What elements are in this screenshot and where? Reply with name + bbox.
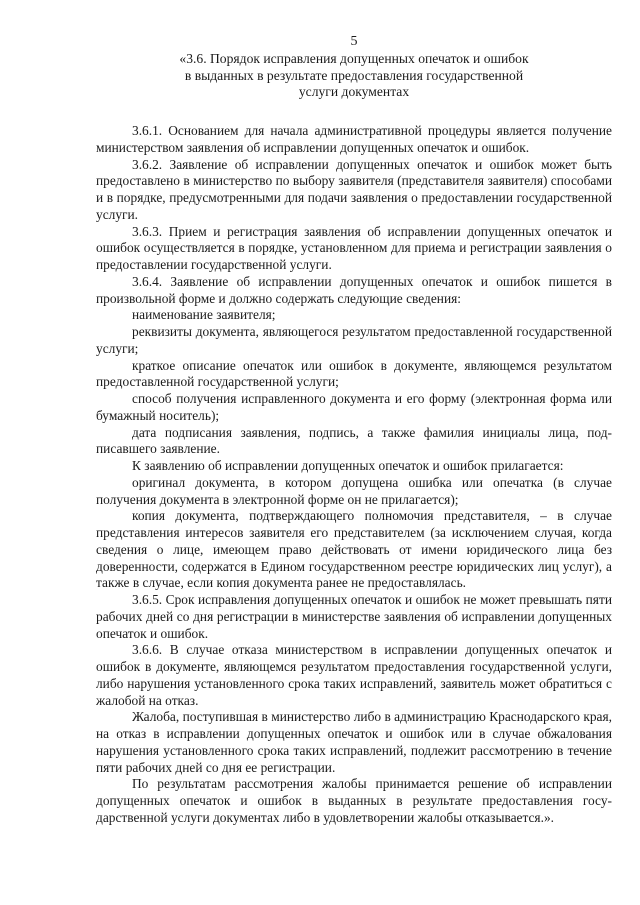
heading-line: «3.6. Порядок исправления допущенных опечаток и ошибок — [179, 51, 529, 66]
list-item: копия документа, подтверждающего полномочия представителя, – в случае представления интересов заявителя его представителем (за исключением случая, когда сведения о лице, имеющем право действовать от имени юридического лица без доверенности, содержатся в Едином государственном реестре юридических лиц услуг), а также в случае, если копия документа ранее не предоставлялась. — [96, 508, 612, 591]
paragraph-3-6-3: 3.6.3. Прием и регистрация заявления об исправлении допущенных опечаток и ошибок осуществляется в порядке, установленном для приема и регистрации заявления о предоставлении государственной услуги. — [96, 223, 612, 273]
list-item: наименование заявителя; — [132, 307, 276, 323]
decision-paragraph: По результатам рассмотрения жалобы принимается решение об исправлении допущенных опечаток и ошибок в выданных в результате предоставления государственной услуги документах либо в удовлетворении жалобы отказывается.». — [96, 776, 612, 825]
paragraph-3-6-4: 3.6.4. Заявление об исправлении допущенных опечаток и ошибок пишется в произвольной форме и должно содержать следующие сведения: — [96, 273, 612, 306]
heading-line: услуги документах — [298, 84, 410, 100]
list-item: оригинал документа, в котором допущена ошибка или опечатка (в случае получения документа в электронной форме он не прилагается); — [96, 474, 612, 507]
heading-line: в выданных в результате предоставления государственной — [184, 67, 524, 83]
list-item: реквизиты документа, являющегося результатом предоставленной государственной услуги; — [96, 324, 612, 356]
complaint-paragraph: Жалоба, поступившая в министерство либо в администрацию Краснодарского края, на отказ в исправлении допущенных опечаток и ошибок или в случае обжалования нарушения установленного срока таких исправлений, подлежит рассмотрению в течение пяти рабочих дней со дня ее регистрации. — [96, 709, 612, 775]
paragraph-3-6-1: 3.6.1. Основанием для начала административной процедуры является получение министерством заявления об исправлении допущенных опечаток и ошибок. — [96, 123, 612, 155]
section-heading — [96, 51, 612, 101]
paragraph-3-6-5: 3.6.5. Срок исправления допущенных опечаток и ошибок не может превышать пяти рабочих дней со дня регистрации в министерстве заявления об исправлении допущенных опечаток и ошибок. — [96, 592, 612, 641]
paragraph-3-6-6: 3.6.6. В случае отказа министерством в исправлении допущенных опечаток и ошибок в документе, являющемся результатом предоставления государственной услуги, либо нарушения установленного срока таких исправлений, заявитель может обратиться с жалобой на отказ. — [96, 642, 612, 708]
list-item: способ получения исправленного документа и его форму (электронная форма или бумажный носитель); — [96, 391, 612, 423]
body-text — [96, 123, 612, 827]
attachments-intro: К заявлению об исправлении допущенных опечаток и ошибок прилагается: — [132, 458, 564, 474]
list-item: дата подписания заявления, подпись, а также фамилия инициалы лица, подписавшего заявление. — [96, 424, 612, 457]
page-number: 5 — [350, 34, 358, 49]
paragraph-3-6-2: 3.6.2. Заявление об исправлении допущенных опечаток и ошибок может быть предоставлено в министерство по выбору заявителя (представителя заявителя) способами и в порядке, предусмотренными для подачи заявления о предоставлении государственной услуги. — [96, 156, 612, 222]
list-item: краткое описание опечаток или ошибок в документе, являющемся результатом предоставленной государственной услуги; — [96, 357, 612, 390]
